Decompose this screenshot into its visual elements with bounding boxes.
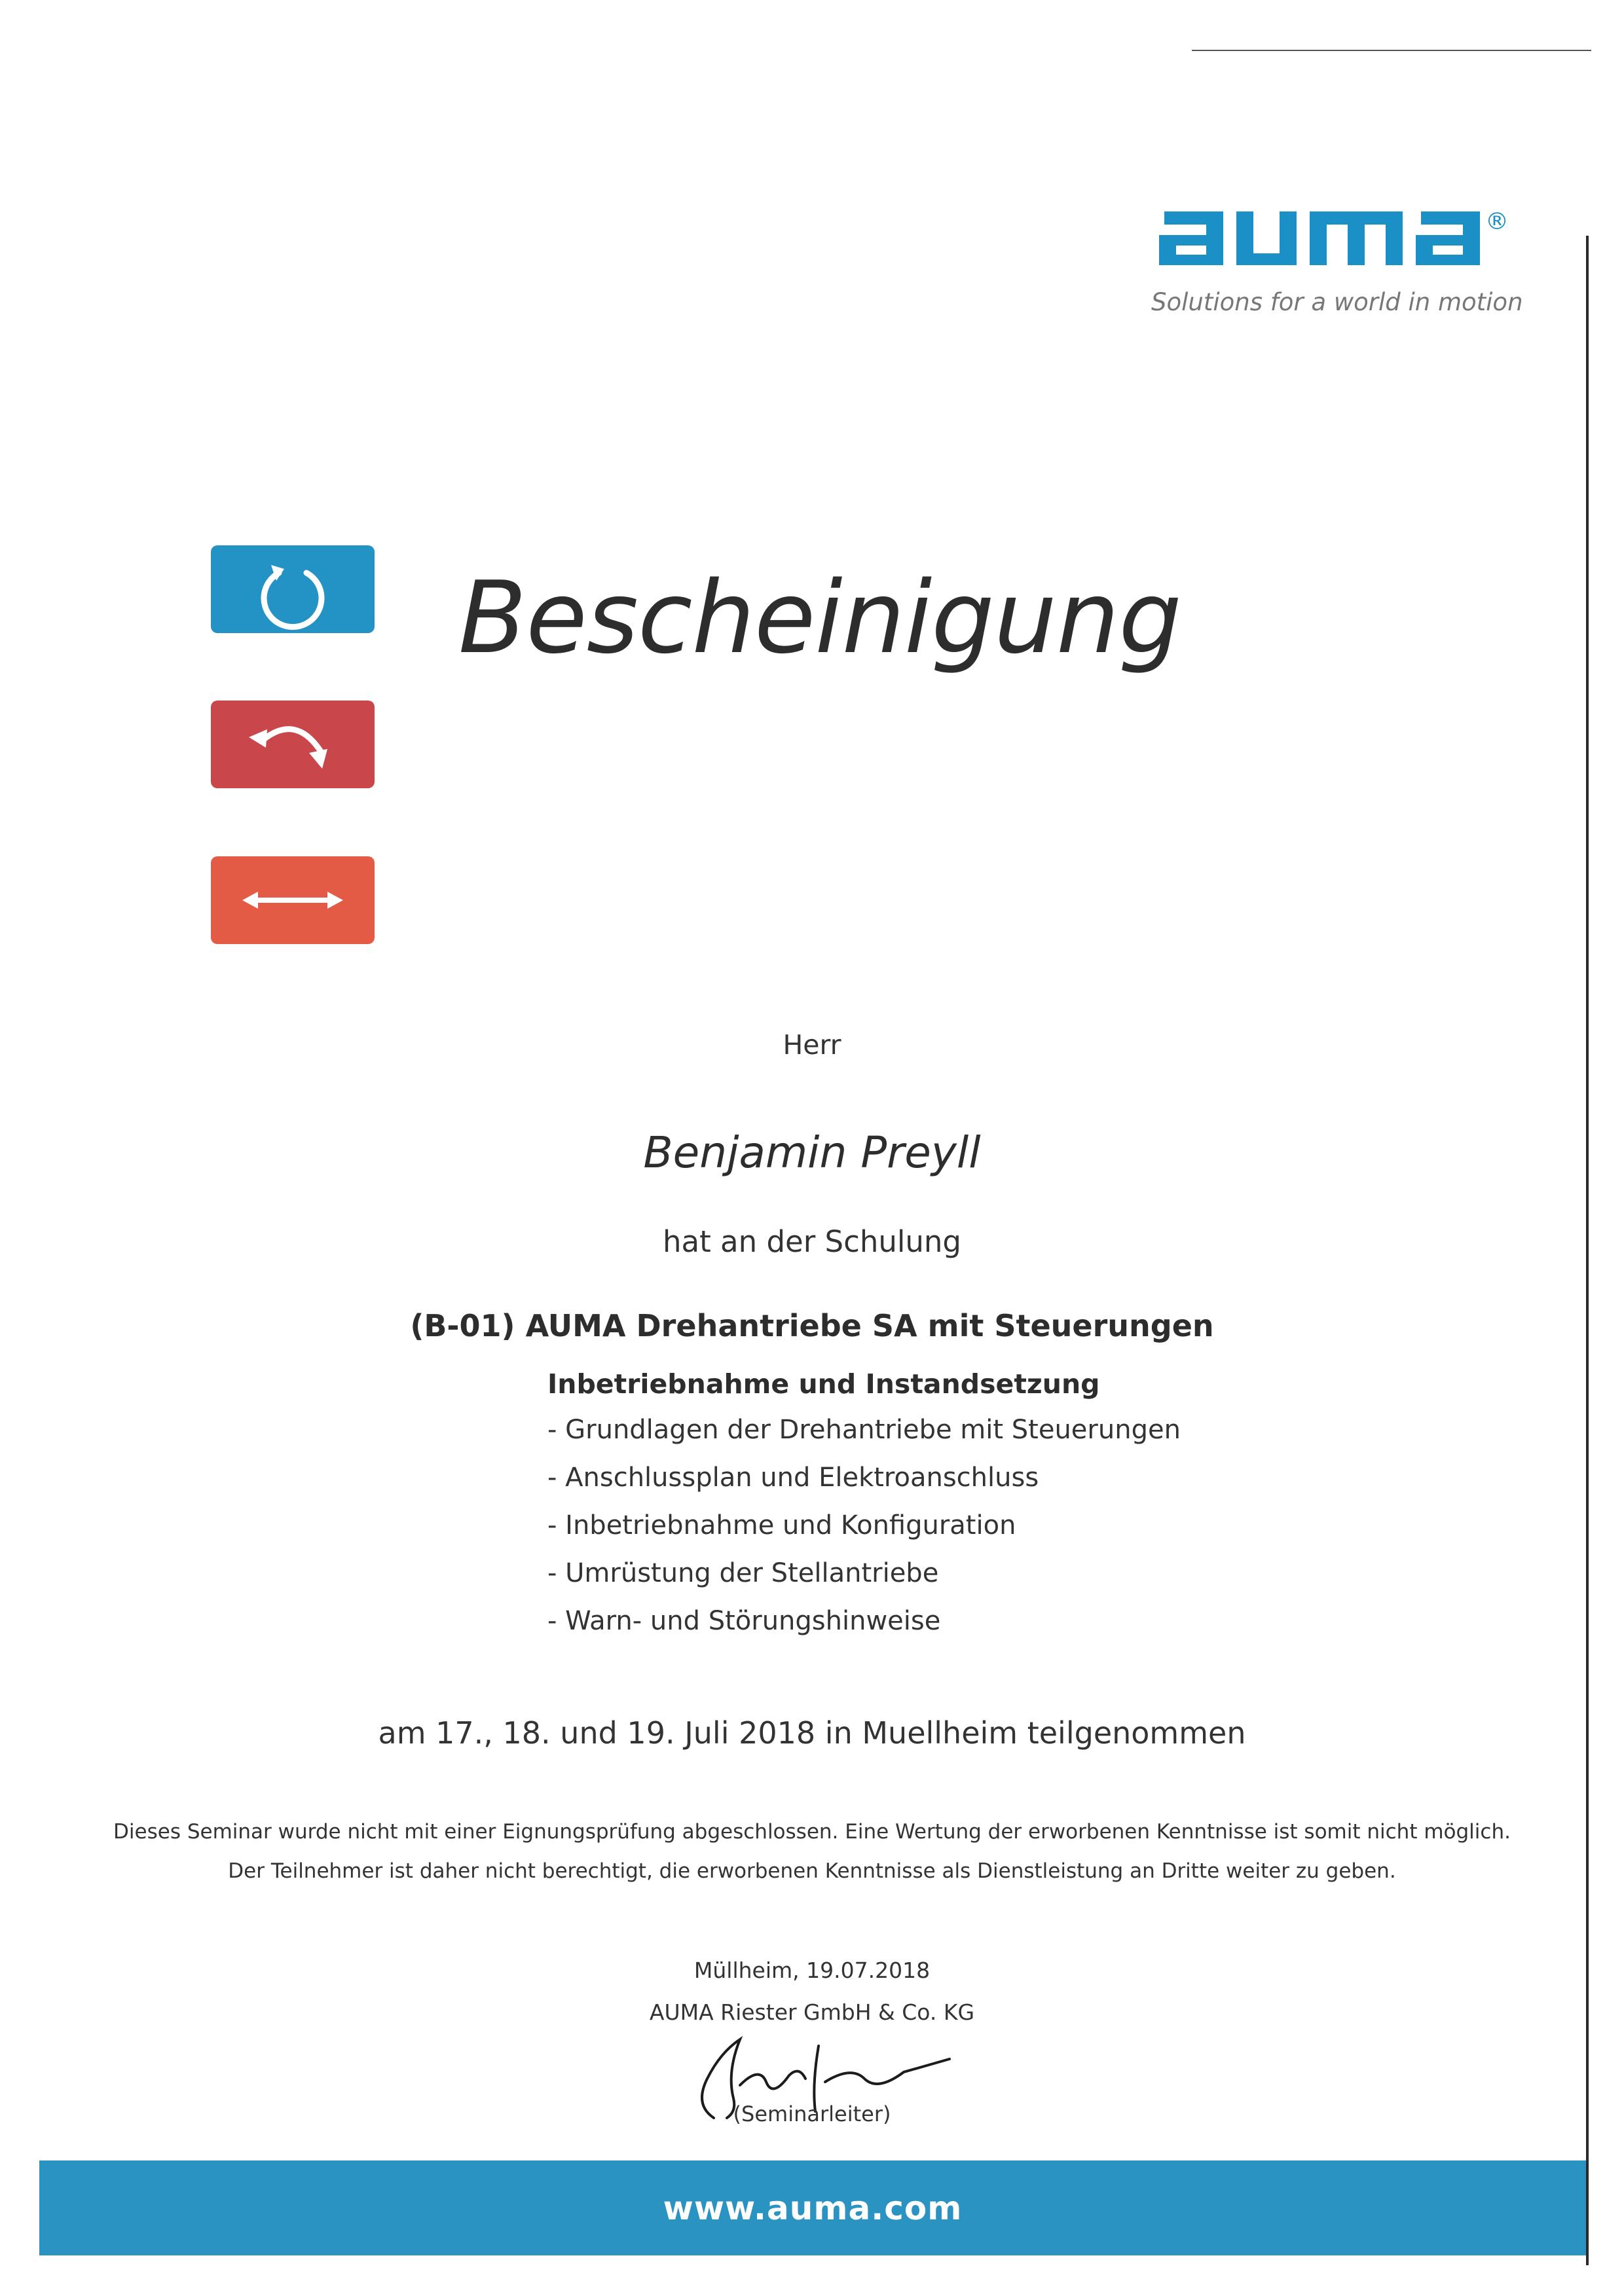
scan-top-line xyxy=(1192,50,1591,51)
topic-item: - Umrüstung der Stellantriebe xyxy=(547,1558,939,1588)
place-date: Müllheim, 19.07.2018 xyxy=(693,1958,931,1983)
intro-text: hat an der Schulung xyxy=(663,1224,961,1259)
part-turn-icon xyxy=(211,701,375,788)
topic-item: - Inbetriebnahme und Konfiguration xyxy=(547,1510,1016,1540)
auma-wordmark xyxy=(1153,200,1493,275)
topic-item: - Warn- und Störungshinweise xyxy=(547,1606,941,1636)
disclaimer-line-2: Der Teilnehmer ist daher nicht berechtigt, die erworbenen Kenntnisse als Dienstleistung an Dritte weiter zu geben. xyxy=(228,1859,1396,1883)
topic-item: - Grundlagen der Drehantriebe mit Steuerungen xyxy=(547,1415,1181,1445)
company-name: AUMA Riester GmbH & Co. KG xyxy=(649,1999,975,2025)
registered-mark: ® xyxy=(1485,208,1509,235)
signer-role: (Seminarleiter) xyxy=(733,2102,891,2126)
topics-list xyxy=(547,1368,1181,1645)
topics-heading: Inbetriebnahme und Instandsetzung xyxy=(547,1368,1100,1400)
logo-tagline: Solutions for a world in motion xyxy=(1151,288,1523,316)
course-title: (B-01) AUMA Drehantriebe SA mit Steuerungen xyxy=(410,1308,1214,1343)
participant-name: Benjamin Preyll xyxy=(643,1127,981,1178)
topic-item: - Anschlussplan und Elektroanschluss xyxy=(547,1463,1039,1493)
disclaimer-line-1: Dieses Seminar wurde nicht mit einer Eignungsprüfung abgeschlossen. Eine Wertung der erworbenen Kenntnisse ist somit nicht möglich. xyxy=(113,1820,1511,1844)
rotate-icon xyxy=(211,545,375,633)
document-title: Bescheinigung xyxy=(458,560,1181,676)
footer-bar xyxy=(39,2160,1586,2255)
salutation: Herr xyxy=(783,1029,841,1061)
linear-arrow-icon xyxy=(211,856,375,944)
date-line: am 17., 18. und 19. Juli 2018 in Muellheim teilgenommen xyxy=(378,1715,1246,1751)
website-link[interactable]: www.auma.com xyxy=(663,2189,963,2227)
